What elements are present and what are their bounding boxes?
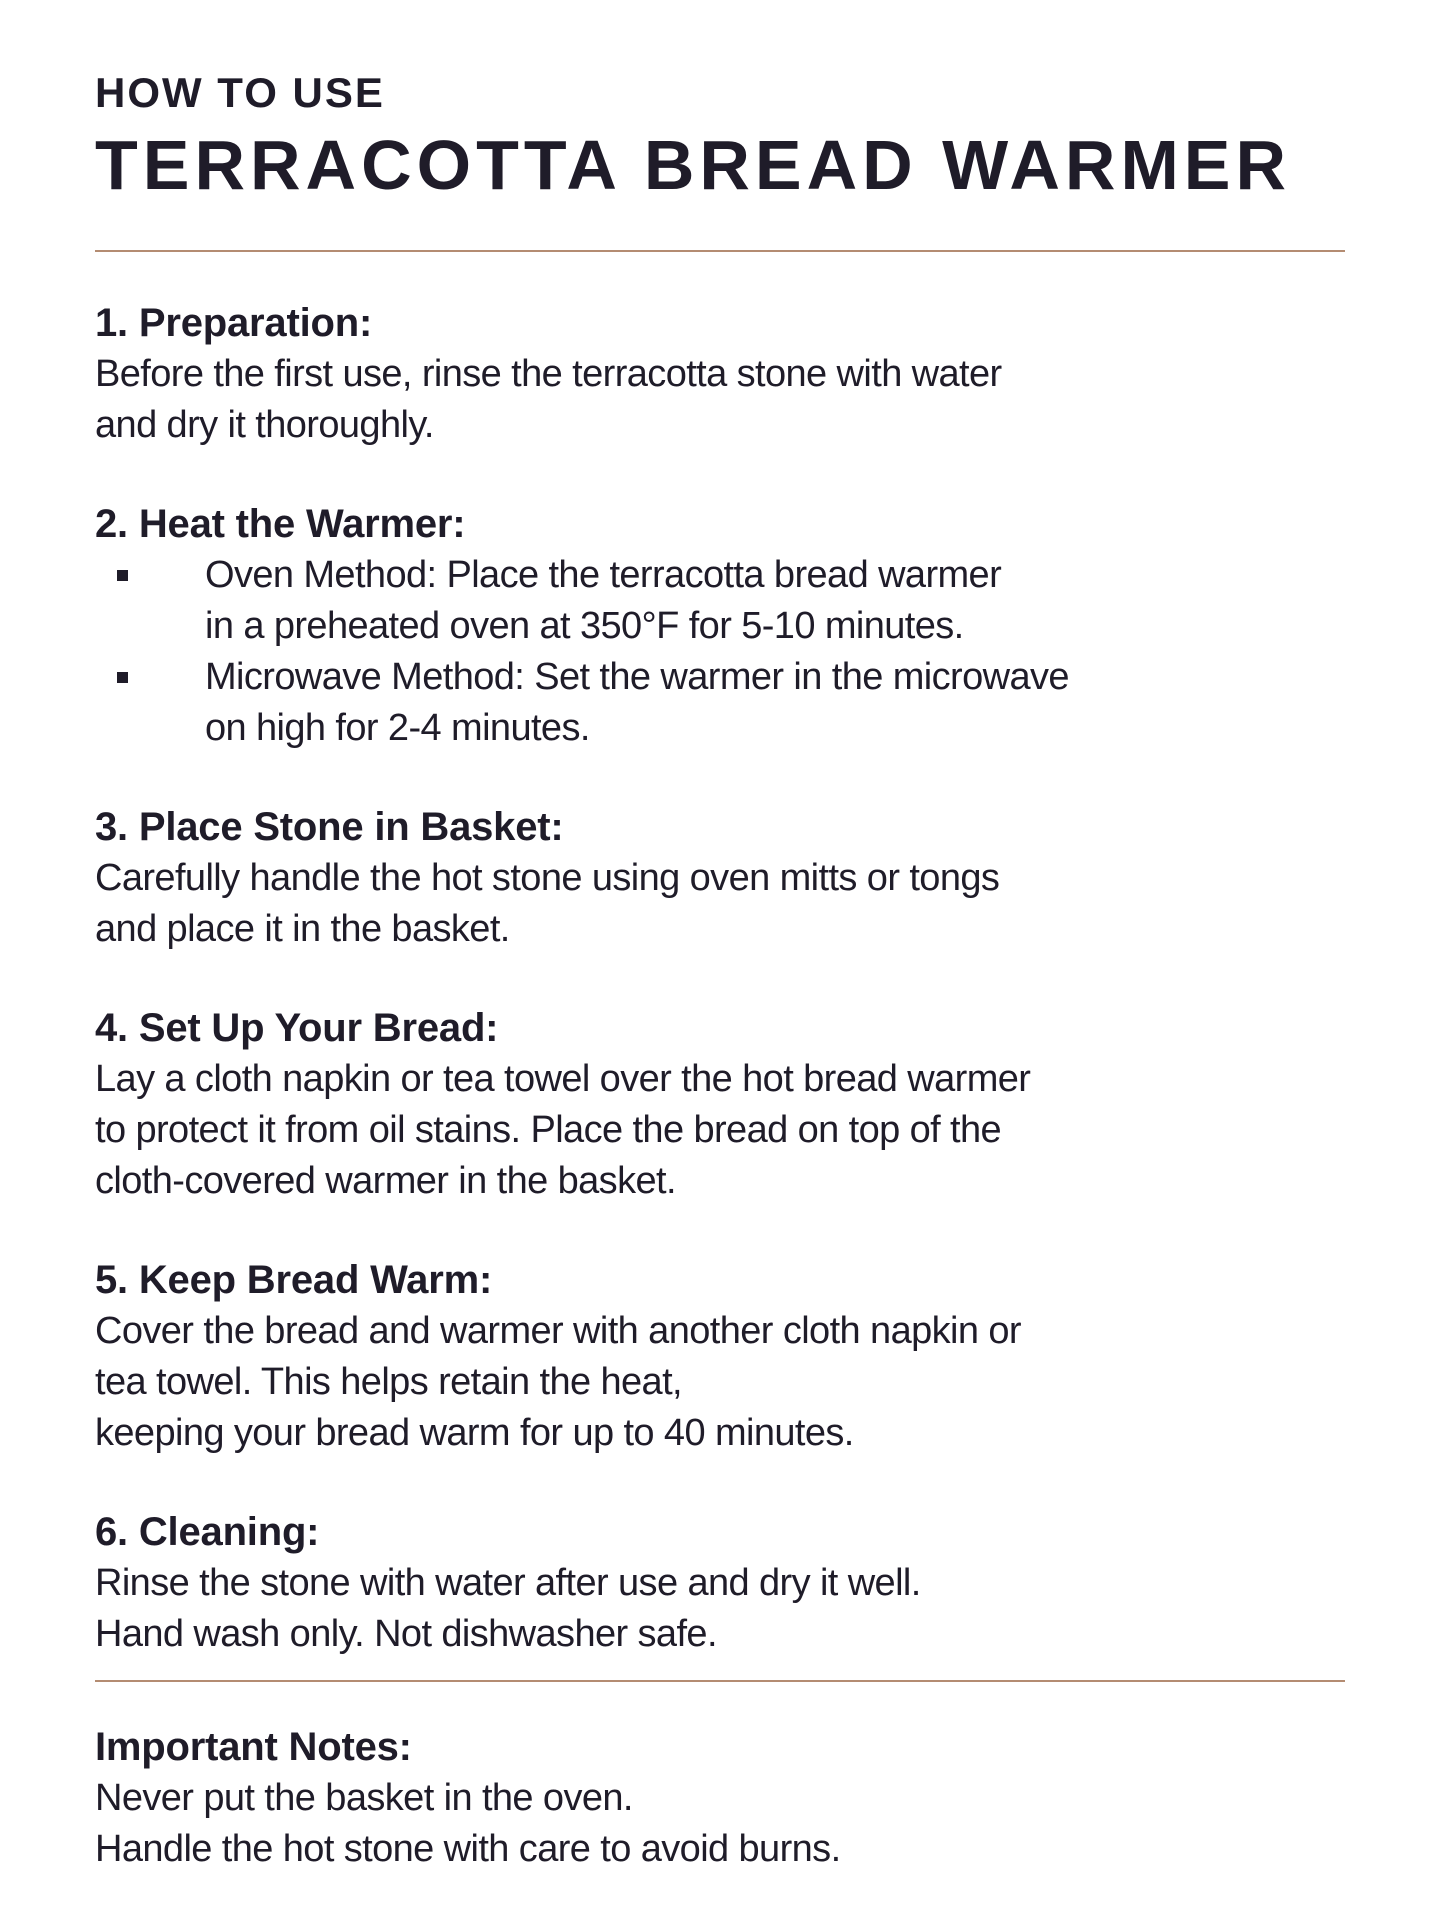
section-preparation [95, 298, 1345, 451]
section-heading-cleaning: 6. Cleaning: [95, 1510, 320, 1554]
section-heading-keep-bread-warm: 5. Keep Bread Warm: [95, 1258, 493, 1302]
body-line: in a preheated oven at 350°F for 5-10 minutes. [205, 605, 964, 647]
bottom-divider [95, 1680, 1345, 1682]
document-header [95, 67, 1345, 205]
section-heading-heat-the-warmer: 2. Heat the Warmer: [95, 502, 466, 546]
top-divider [95, 250, 1345, 252]
bullet-square-icon [117, 672, 128, 683]
section-important-notes [95, 1722, 1345, 1875]
body-line: on high for 2-4 minutes. [205, 707, 590, 749]
body-line: Never put the basket in the oven. [95, 1777, 633, 1819]
section-place-stone-in-basket [95, 802, 1345, 955]
body-line: Cover the bread and warmer with another cloth napkin or [95, 1310, 1021, 1352]
body-line: and place it in the basket. [95, 908, 510, 950]
body-line: Rinse the stone with water after use and dry it well. [95, 1562, 921, 1604]
body-line: Hand wash only. Not dishwasher safe. [95, 1613, 717, 1655]
section-heading-place-stone: 3. Place Stone in Basket: [95, 805, 564, 849]
body-line: tea towel. This helps retain the heat, [95, 1361, 682, 1403]
bullet-item-microwave-method [95, 652, 1345, 754]
section-cleaning [95, 1507, 1345, 1660]
section-heading-set-up-bread: 4. Set Up Your Bread: [95, 1006, 499, 1050]
body-line: Lay a cloth napkin or tea towel over the hot bread warmer [95, 1058, 1031, 1100]
body-line: Before the first use, rinse the terracotta stone with water [95, 353, 1002, 395]
page-title: TERRACOTTA BREAD WARMER [95, 126, 1292, 204]
bullet-square-icon [117, 570, 128, 581]
body-line: to protect it from oil stains. Place the bread on top of the [95, 1109, 1002, 1151]
body-line: keeping your bread warm for up to 40 minutes. [95, 1412, 854, 1454]
body-line: Oven Method: Place the terracotta bread warmer [205, 554, 1002, 596]
section-heading-important-notes: Important Notes: [95, 1725, 412, 1769]
section-set-up-your-bread [95, 1003, 1345, 1207]
body-line: Handle the hot stone with care to avoid burns. [95, 1828, 841, 1870]
eyebrow-heading: HOW TO USE [95, 69, 385, 116]
body-line: cloth-covered warmer in the basket. [95, 1160, 676, 1202]
bullet-text [205, 550, 1001, 652]
body-line: and dry it thoroughly. [95, 404, 434, 446]
body-line: Microwave Method: Set the warmer in the microwave [205, 656, 1069, 698]
body-line: Carefully handle the hot stone using oven mitts or tongs [95, 857, 1000, 899]
section-heat-the-warmer [95, 499, 1345, 754]
section-heading-preparation: 1. Preparation: [95, 301, 373, 345]
bullet-text [205, 652, 1069, 754]
bullet-item-oven-method [95, 550, 1345, 652]
section-keep-bread-warm [95, 1255, 1345, 1459]
